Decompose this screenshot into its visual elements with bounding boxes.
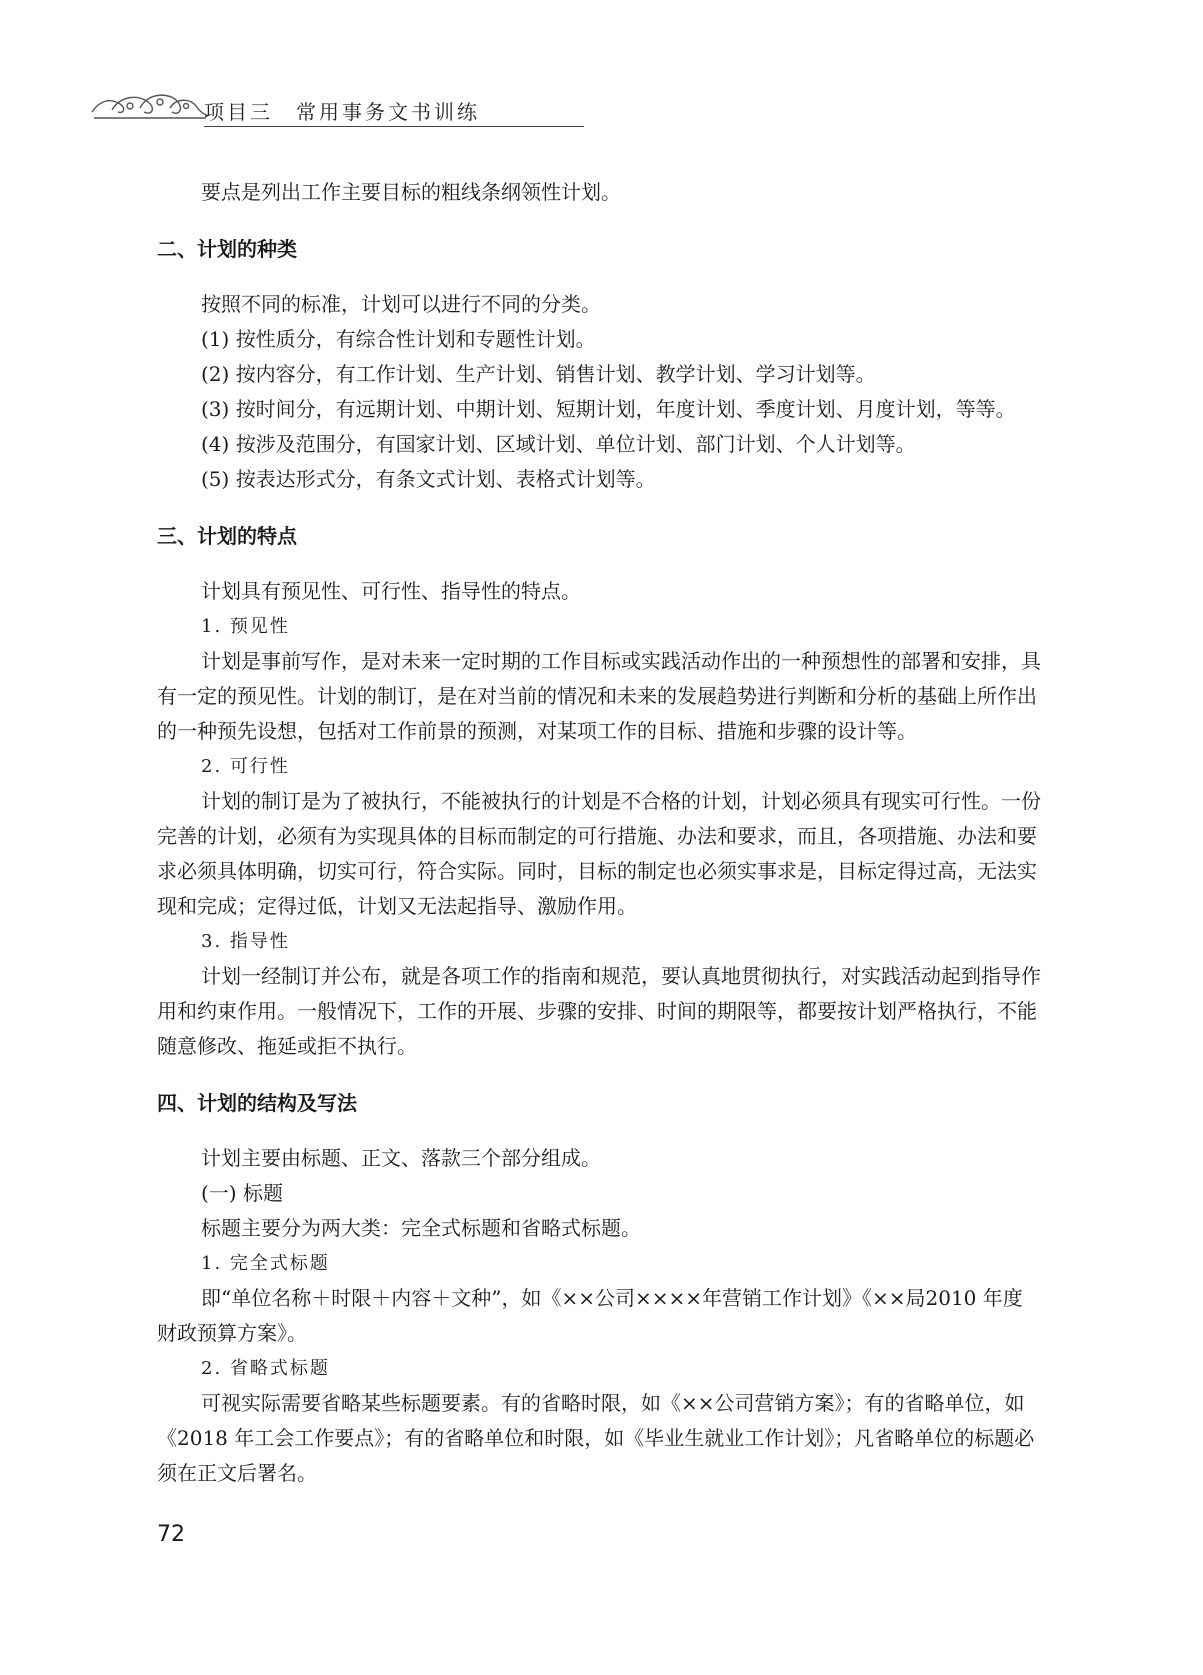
paragraph: (一) 标题 bbox=[201, 1181, 283, 1205]
paragraph: (4) 按涉及范围分，有国家计划、区域计划、单位计划、部门计划、个人计划等。 bbox=[201, 432, 916, 456]
subsection-heading: 2. 省略式标题 bbox=[201, 1358, 330, 1379]
paragraph: 计划具有预见性、可行性、指导性的特点。 bbox=[201, 579, 581, 603]
header-title: 项目三 常用事务文书训练 bbox=[204, 100, 480, 124]
section-heading: 二、计划的种类 bbox=[157, 237, 297, 261]
subsection-heading: 3. 指导性 bbox=[201, 931, 290, 952]
paragraph: (2) 按内容分，有工作计划、生产计划、销售计划、教学计划、学习计划等。 bbox=[201, 362, 876, 386]
subsection-heading: 1. 预见性 bbox=[201, 616, 290, 637]
running-header bbox=[90, 88, 490, 128]
paragraph: 计划一经制订并公布，就是各项工作的指南和规范，要认真地贯彻执行，对实践活动起到指导作用和约束作用。一般情况下，工作的开展、步骤的安排、时间的期限等，都要按计划严格执行，不能随意修改、拖延或拒不执行。 bbox=[157, 964, 1041, 1058]
paragraph: 要点是列出工作主要目标的粗线条纲领性计划。 bbox=[201, 180, 621, 204]
paragraph: 计划的制订是为了被执行，不能被执行的计划是不合格的计划，计划必须具有现实可行性。一份完善的计划，必须有为实现具体的目标而制定的可行措施、办法和要求，而且，各项措施、办法和要求必须具体明确，切实可行，符合实际。同时，目标的制定也必须实事求是，目标定得过高，无法实现和完成；定得过低，计划又无法起指导、激励作用。 bbox=[157, 789, 1041, 918]
page-number: 72 bbox=[157, 1522, 185, 1547]
paragraph: (5) 按表达形式分，有条文式计划、表格式计划等。 bbox=[201, 467, 656, 491]
paragraph: 可视实际需要省略某些标题要素。有的省略时限，如《××公司营销方案》；有的省略单位，如《2018 年工会工作要点》；有的省略单位和时限，如《毕业生就业工作计划》；凡省略单位的标题必须在正文后署名。 bbox=[157, 1391, 1035, 1485]
paragraph: 按照不同的标准，计划可以进行不同的分类。 bbox=[201, 292, 601, 316]
paragraph: (3) 按时间分，有远期计划、中期计划、短期计划，年度计划、季度计划、月度计划，等等。 bbox=[201, 397, 1016, 421]
section-heading: 三、计划的特点 bbox=[157, 524, 297, 548]
body-text bbox=[157, 175, 1042, 1491]
paragraph: 即“单位名称＋时限＋内容＋文种”，如《××公司××××年营销工作计划》《××局2010 年度财政预算方案》。 bbox=[157, 1286, 1023, 1345]
paragraph: (1) 按性质分，有综合性计划和专题性计划。 bbox=[201, 327, 596, 351]
paragraph: 计划主要由标题、正文、落款三个部分组成。 bbox=[201, 1146, 601, 1170]
subsection-heading: 2. 可行性 bbox=[201, 756, 290, 777]
paragraph: 计划是事前写作，是对未来一定时期的工作目标或实践活动作出的一种预想性的部署和安排，具有一定的预见性。计划的制订，是在对当前的情况和未来的发展趋势进行判断和分析的基础上所作出的一种预先设想，包括对工作前景的预测，对某项工作的目标、措施和步骤的设计等。 bbox=[157, 649, 1041, 743]
subsection-heading: 1. 完全式标题 bbox=[201, 1253, 330, 1274]
section-heading: 四、计划的结构及写法 bbox=[157, 1091, 357, 1115]
header-rule bbox=[204, 126, 584, 127]
ornament-icon bbox=[90, 90, 208, 120]
paragraph: 标题主要分为两大类：完全式标题和省略式标题。 bbox=[201, 1216, 641, 1240]
